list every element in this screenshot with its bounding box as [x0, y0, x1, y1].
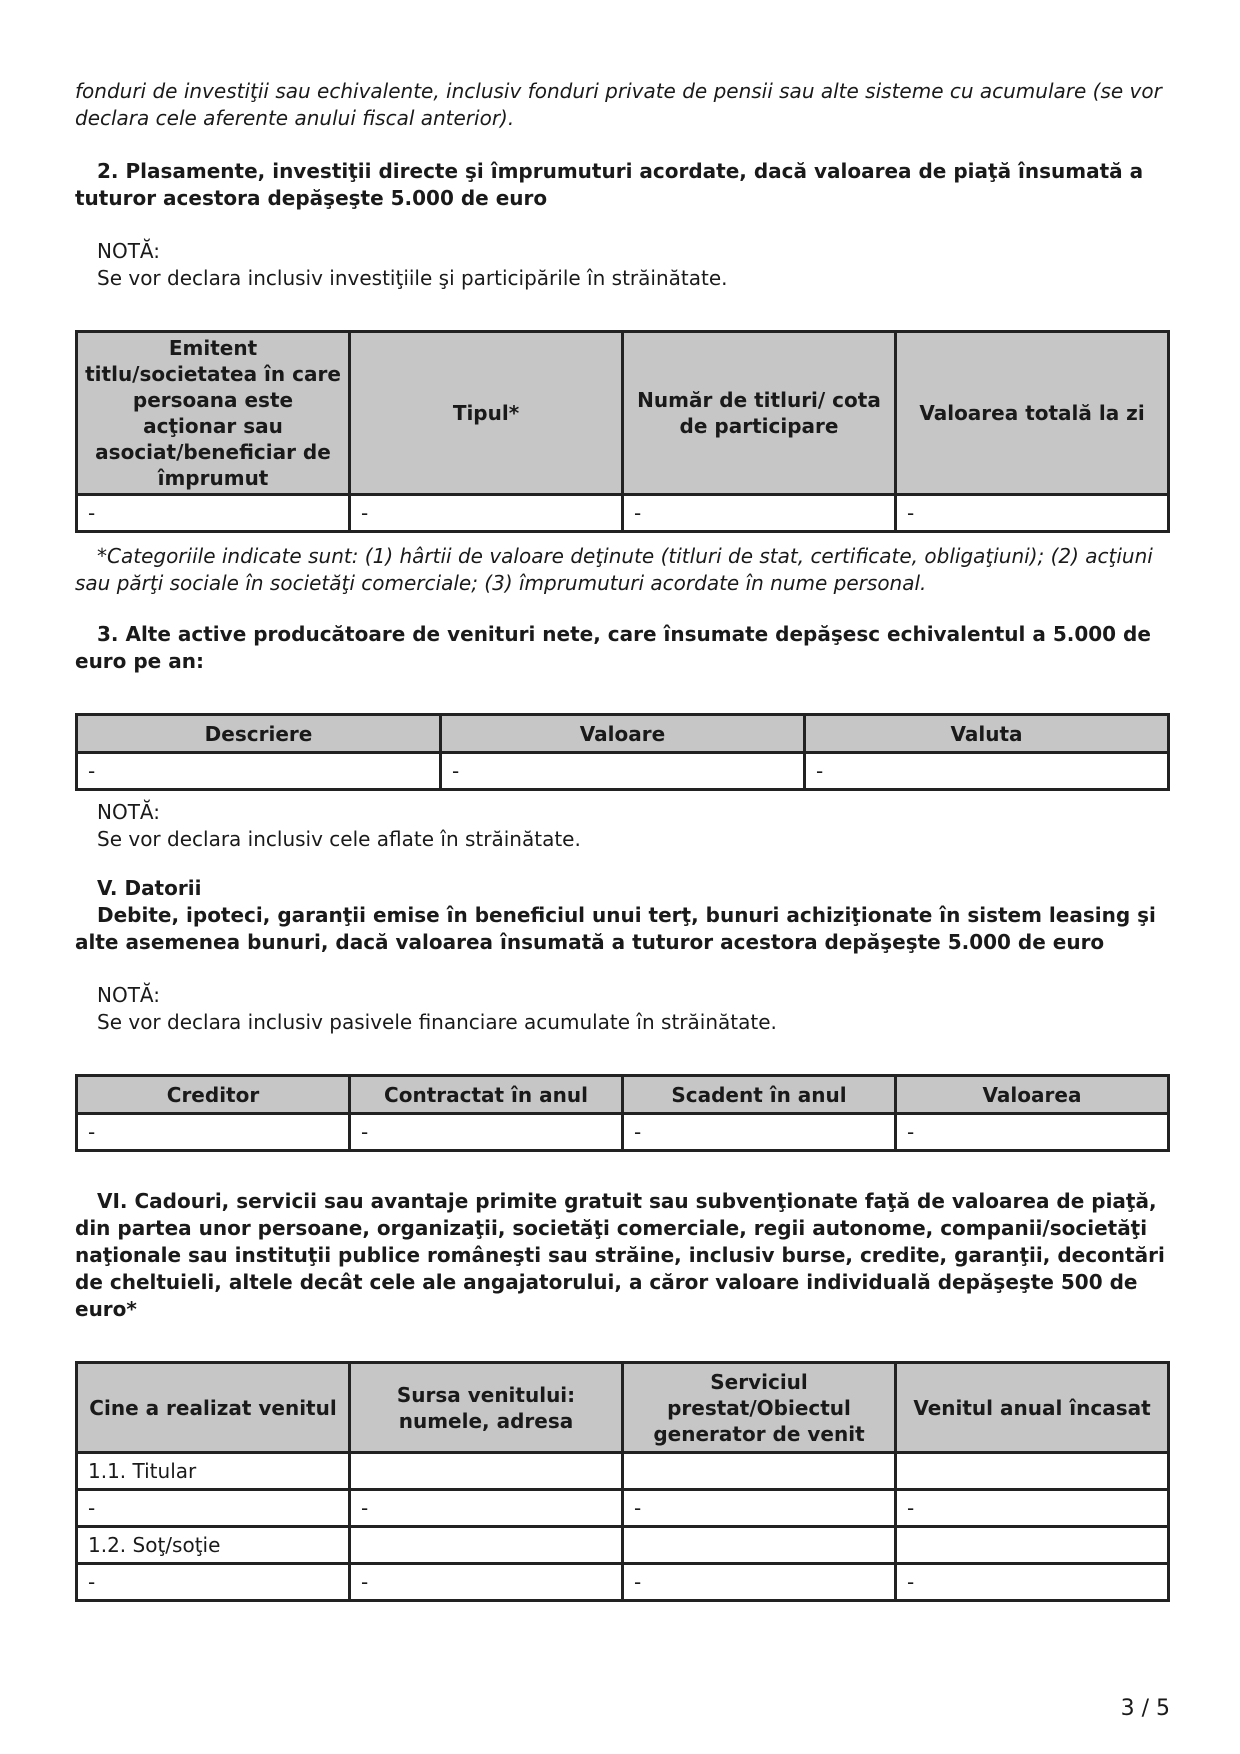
table-cell: 1.2. Soţ/soţie: [77, 1527, 350, 1564]
gifts-table: [75, 1361, 1170, 1602]
section5-title: V. Datorii: [97, 876, 202, 900]
section6-heading: VI. Cadouri, servicii sau avantaje primite gratuit sau subvenţionate faţă de valoarea de piaţă, din partea unor persoane, organizaţii, societăţi comerciale, regii autonome, companii/societăţi naţionale sau instituţii publice româneşti sau străine, inclusiv burse, credite, garanţii, decontări de cheltuieli, altele decât cele ale angajatorului, a căror valoare individuală depăşeşte 500 de euro*: [75, 1189, 1165, 1321]
table-cell: [350, 1453, 623, 1490]
column-header-total-value: Valoarea totală la zi: [896, 332, 1169, 495]
table-cell: [896, 1527, 1169, 1564]
table-cell: -: [77, 1564, 350, 1601]
table-cell: -: [350, 1490, 623, 1527]
column-header-due-year: Scadent în anul: [623, 1076, 896, 1114]
column-header-amount: Valoarea: [896, 1076, 1169, 1114]
note-text: Se vor declara inclusiv investiţiile şi participările în străinătate.: [97, 266, 728, 290]
table-row: [77, 1453, 1169, 1490]
column-header-count: Număr de titluri/ cota de participare: [623, 332, 896, 495]
section2-footnote: *Categoriile indicate sunt: (1) hârtii de valoare deţinute (titluri de stat, certificate, obligaţiuni); (2) acţiuni sau părţi sociale în societăţi comerciale; (3) împrumuturi acordate în nume personal.: [75, 544, 1153, 595]
table-cell: -: [77, 1114, 350, 1151]
column-header-description: Descriere: [77, 715, 441, 753]
column-header-service: Serviciul prestat/Obiectul generator de venit: [623, 1363, 896, 1453]
table-cell: -: [350, 1564, 623, 1601]
table-row: [77, 495, 1169, 532]
note-label: NOTĂ:: [97, 239, 160, 263]
table-cell: -: [350, 495, 623, 532]
page-number: 3 / 5: [1120, 1696, 1170, 1721]
table-cell: [350, 1527, 623, 1564]
table-cell: [623, 1527, 896, 1564]
document-page: [75, 78, 1170, 1602]
column-header-currency: Valuta: [805, 715, 1169, 753]
section3-heading: 3. Alte active producătoare de venituri nete, care însumate depăşesc echivalentul a 5.000 de euro pe an:: [75, 622, 1151, 673]
section3-note: [75, 799, 1170, 853]
column-header-source: Sursa venitului: numele, adresa: [350, 1363, 623, 1453]
intro-text: fonduri de investiţii sau echivalente, inclusiv fonduri private de pensii sau alte sisteme cu acumulare (se vor declara cele aferente anului fiscal anterior).: [75, 79, 1162, 130]
table-cell: -: [77, 753, 441, 790]
other-assets-table: [75, 713, 1170, 791]
table-cell: -: [441, 753, 805, 790]
table-row: [77, 1114, 1169, 1151]
table-row: [77, 1527, 1169, 1564]
table-cell: -: [77, 1490, 350, 1527]
column-header-creditor: Creditor: [77, 1076, 350, 1114]
note-text: Se vor declara inclusiv pasivele financiare acumulate în străinătate.: [97, 1010, 777, 1034]
table-cell: -: [623, 1564, 896, 1601]
table-row: [77, 1490, 1169, 1527]
column-header-value: Valoare: [441, 715, 805, 753]
section2-note: [75, 238, 1170, 292]
table-header-row: [77, 332, 1169, 495]
column-header-annual-income: Venitul anual încasat: [896, 1363, 1169, 1453]
table-cell: -: [623, 1490, 896, 1527]
table-cell: -: [77, 495, 350, 532]
table-cell: -: [896, 1490, 1169, 1527]
column-header-contracted-year: Contractat în anul: [350, 1076, 623, 1114]
table-cell: [623, 1453, 896, 1490]
note-label: NOTĂ:: [97, 800, 160, 824]
table-cell: -: [805, 753, 1169, 790]
table-row: [77, 1564, 1169, 1601]
column-header-who: Cine a realizat venitul: [77, 1363, 350, 1453]
debts-table: [75, 1074, 1170, 1152]
table-cell: -: [896, 1114, 1169, 1151]
table-cell: -: [350, 1114, 623, 1151]
note-text: Se vor declara inclusiv cele aflate în străinătate.: [97, 827, 581, 851]
table-header-row: [77, 715, 1169, 753]
table-cell: -: [896, 495, 1169, 532]
section5-heading: Debite, ipoteci, garanţii emise în beneficiul unui terţ, bunuri achiziţionate în sistem leasing şi alte asemenea bunuri, dacă valoarea însumată a tuturor acestora depăşeşte 5.000 de euro: [75, 903, 1156, 954]
table-cell: [896, 1453, 1169, 1490]
investments-table: [75, 330, 1170, 533]
table-cell: 1.1. Titular: [77, 1453, 350, 1490]
table-cell: -: [896, 1564, 1169, 1601]
section2-heading: 2. Plasamente, investiţii directe şi împrumuturi acordate, dacă valoarea de piaţă însumată a tuturor acestora depăşeşte 5.000 de euro: [75, 159, 1144, 210]
note-label: NOTĂ:: [97, 983, 160, 1007]
column-header-type: Tipul*: [350, 332, 623, 495]
column-header-emitent: Emitent titlu/societatea în care persoana este acţionar sau asociat/beneficiar de împrumut: [77, 332, 350, 495]
table-cell: -: [623, 495, 896, 532]
section5-note: [75, 982, 1170, 1036]
table-cell: -: [623, 1114, 896, 1151]
table-header-row: [77, 1076, 1169, 1114]
table-header-row: [77, 1363, 1169, 1453]
table-row: [77, 753, 1169, 790]
